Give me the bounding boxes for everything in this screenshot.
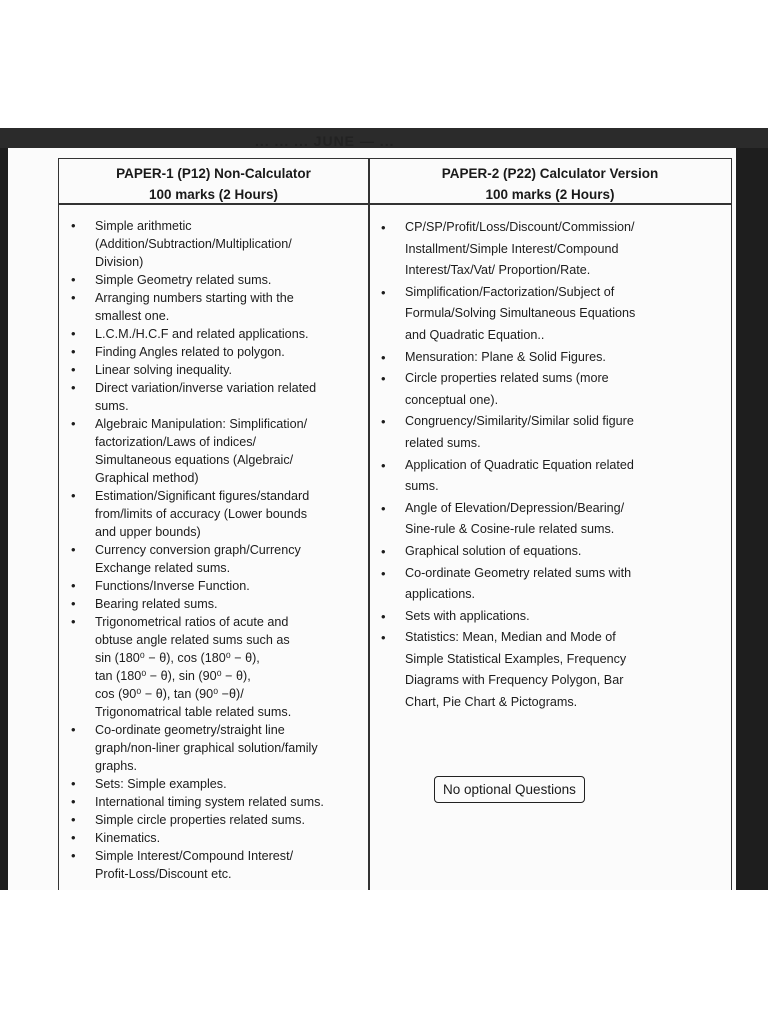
paper1-topic-item: • Functions/Inverse Function.	[69, 577, 359, 595]
paper1-topic-item: • Kinematics.	[69, 829, 359, 847]
document-page	[8, 148, 736, 890]
paper1-topic-item: • Currency conversion graph/Currency Exchange related sums.	[69, 541, 359, 577]
document-header-fragment: ... ... ... JUNE — ...	[255, 134, 395, 146]
paper1-topic-item: • Algebraic Manipulation: Simplification/ factorization/Laws of indices/ Simultaneous equations (Algebraic/ Graphical method)	[69, 415, 359, 487]
viewer-left-edge	[0, 148, 8, 890]
column-divider	[368, 159, 370, 890]
paper2-topic-item: • Statistics: Mean, Median and Mode of Simple Statistical Examples, Frequency Diagrams with Frequency Polygon, Bar Chart, Pie Chart & Pictograms.	[379, 627, 719, 713]
paper2-topic-item: • Co-ordinate Geometry related sums with applications.	[379, 563, 719, 606]
paper2-topic-item: • Mensuration: Plane & Solid Figures.	[379, 347, 719, 369]
paper1-topic-item: • Finding Angles related to polygon.	[69, 343, 359, 361]
paper2-topic-item: • Graphical solution of equations.	[379, 541, 719, 563]
paper2-topic-item: • Application of Quadratic Equation related sums.	[379, 455, 719, 498]
paper1-topic-item: • Simple arithmetic (Addition/Subtraction/Multiplication/ Division)	[69, 217, 359, 271]
paper1-topic-item: • Estimation/Significant figures/standard from/limits of accuracy (Lower bounds and upper bounds)	[69, 487, 359, 541]
paper1-topic-item: • Simple circle properties related sums.	[69, 811, 359, 829]
paper2-topic-item: • Simplification/Factorization/Subject of Formula/Solving Simultaneous Equations and Quadratic Equation..	[379, 282, 719, 347]
paper2-marks: 100 marks (2 Hours)	[485, 187, 615, 202]
paper1-topic-item: • Direct variation/inverse variation related sums.	[69, 379, 359, 415]
paper1-topic-list	[69, 217, 359, 883]
paper1-topic-item: • Simple Geometry related sums.	[69, 271, 359, 289]
paper1-title: PAPER-1 (P12) Non-Calculator	[116, 166, 311, 181]
paper1-marks: 100 marks (2 Hours)	[148, 187, 279, 202]
paper2-title: PAPER-2 (P22) Calculator Version	[441, 166, 659, 181]
paper1-topic-item: • Trigonometrical ratios of acute and obtuse angle related sums such as sin (180⁰ − θ), cos (180⁰ − θ), tan (180⁰ − θ), sin (90⁰ − θ), cos (90⁰ − θ), tan (90⁰ −θ)/ Trigonomatrical table related sums.	[69, 613, 359, 721]
no-optional-questions-box: No optional Questions	[434, 776, 585, 803]
paper1-topic-item: • Bearing related sums.	[69, 595, 359, 613]
paper1-topic-item: • Co-ordinate geometry/straight line graph/non-liner graphical solution/family graphs.	[69, 721, 359, 775]
paper1-topic-item: • L.C.M./H.C.F and related applications.	[69, 325, 359, 343]
viewer-right-edge	[736, 148, 768, 890]
paper1-topic-item: • Sets: Simple examples.	[69, 775, 359, 793]
syllabus-table	[58, 158, 732, 890]
paper2-topic-item: • CP/SP/Profit/Loss/Discount/Commission/ Installment/Simple Interest/Compound Interest/Tax/Vat/ Proportion/Rate.	[379, 217, 719, 282]
paper2-topic-item: • Congruency/Similarity/Similar solid figure related sums.	[379, 411, 719, 454]
paper2-topic-item: • Angle of Elevation/Depression/Bearing/ Sine-rule & Cosine-rule related sums.	[379, 498, 719, 541]
paper1-topic-item: • International timing system related sums.	[69, 793, 359, 811]
paper1-topic-item: • Linear solving inequality.	[69, 361, 359, 379]
paper1-header	[59, 163, 368, 205]
paper1-topic-item: • Simple Interest/Compound Interest/ Profit-Loss/Discount etc.	[69, 847, 359, 883]
paper1-topic-item: • Arranging numbers starting with the smallest one.	[69, 289, 359, 325]
paper2-topic-item: • Sets with applications.	[379, 606, 719, 628]
paper2-topic-list	[379, 217, 719, 714]
paper2-topic-item: • Circle properties related sums (more conceptual one).	[379, 368, 719, 411]
paper2-header	[370, 163, 730, 205]
